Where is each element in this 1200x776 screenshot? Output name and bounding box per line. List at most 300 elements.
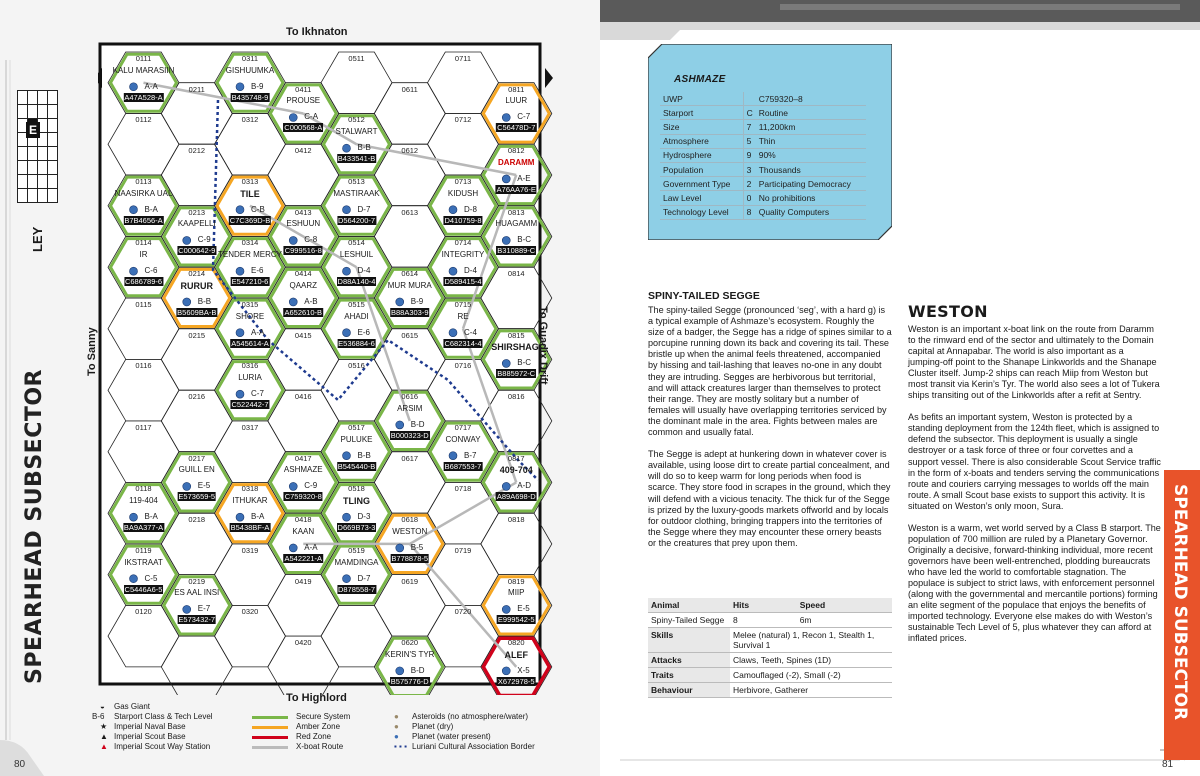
hex-id: 0114 [135, 238, 152, 248]
stat-row [648, 628, 892, 653]
dir-left: To Sanny [86, 327, 98, 376]
uwp-cell: Population [660, 162, 743, 176]
starport-tech: B-D [410, 665, 425, 675]
hex-id: 0818 [507, 515, 525, 525]
uwp-row [660, 177, 866, 191]
hex-id: 0718 [454, 484, 472, 494]
world-name: RE [457, 311, 469, 321]
world-name: KERIN'S TYR [385, 649, 435, 659]
hex-id: 0716 [454, 361, 472, 371]
world-name: PULUKE [340, 434, 373, 444]
world-name: KALU MARASIIN [112, 65, 175, 75]
top-banner [600, 0, 1200, 40]
legend-symbol-icon: ● [394, 732, 399, 741]
hex-id: 0218 [188, 515, 206, 525]
planet-icon [396, 421, 404, 429]
uwp-row [660, 205, 866, 219]
hex-id: 0516 [348, 361, 365, 371]
planet-icon [183, 298, 191, 306]
uwp-row [660, 92, 866, 106]
weston-paragraph-2: As befits an important system, Weston is protected by a standing deployment from the 124th fleet, which is assigned to defend the subsector. This deployment is usually a single destroyer or a task force of three or four corvettes and a support vessel. There is also considerable Scout Service traffic in the form of x-boats and tenders serving the communications route and couriers carrying messages to worlds off the main route. A small Scout base exists to support this activity. It is situated on Weston’s only moon, Sura. [908, 412, 1161, 511]
uwp-cell: Quality Computers [756, 205, 866, 219]
planet-icon [502, 113, 510, 121]
ashmaze-title: ASHMAZE [674, 74, 726, 85]
hex-id: 0519 [348, 545, 365, 555]
world-uwp: D564200-7 [337, 215, 376, 225]
world-name: KAAN [292, 526, 315, 536]
world-name: MASTIRAAK [333, 188, 380, 198]
starport-tech: C-7 [517, 112, 531, 122]
world-uwp: C5446A6-5 [124, 584, 163, 594]
legend-item: Imperial Naval Base [114, 722, 186, 731]
stat-value: Camouflaged (-2), Small (-2) [730, 668, 892, 683]
hex-id: 0613 [401, 207, 419, 217]
hex-id: 0413 [294, 207, 312, 217]
hex-id: 0511 [348, 54, 365, 63]
world-uwp: BA9A377-A [123, 523, 164, 533]
subsector-grid-cell [47, 188, 58, 203]
world-uwp: C7C369D-B [229, 215, 271, 225]
starport-tech: C-B [251, 204, 265, 214]
world-uwp: B778878-5 [391, 553, 429, 563]
hex-id: 0314 [241, 238, 259, 248]
legend-item: Planet (dry) [412, 722, 454, 731]
world-uwp: C999516-8 [284, 246, 322, 256]
hex-id: 0518 [348, 484, 365, 494]
planet-icon [236, 83, 244, 91]
planet-icon [449, 267, 457, 275]
uwp-cell: Government Type [660, 177, 743, 191]
starport-tech: A-A [144, 81, 158, 91]
hex-id: 0817 [507, 453, 525, 463]
subsector-side-label [16, 369, 56, 690]
starport-tech: C-9 [197, 235, 211, 245]
uwp-cell: 9 [743, 148, 756, 162]
world-name: STALWART [335, 127, 378, 137]
hex-id: 0812 [507, 146, 525, 156]
world-uwp: D669B73-3 [337, 523, 376, 533]
hex-id: 0715 [454, 299, 472, 309]
legend-symbol-icon: ▲ [100, 732, 108, 741]
world-uwp: C56478D-7 [497, 123, 536, 133]
starport-tech: B-9 [410, 296, 424, 306]
planet-icon [130, 513, 138, 521]
world-uwp: A47A528-A [124, 92, 163, 102]
stat-key: Behaviour [648, 683, 730, 698]
world-uwp: E536884-6 [338, 338, 375, 348]
starport-tech: C-7 [251, 389, 264, 399]
hex-id: 0315 [241, 299, 259, 309]
subsector-grid-cell [47, 90, 58, 105]
uwp-cell: Hydrosphere [660, 148, 743, 162]
hex-id: 0414 [294, 269, 312, 279]
world-uwp: B7B4656-A [124, 215, 163, 225]
starport-tech: C-6 [144, 266, 158, 276]
hex-id: 0418 [294, 515, 312, 525]
planet-icon [289, 482, 297, 490]
hex-id: 0515 [348, 299, 365, 309]
legend-item: Secure System [296, 712, 351, 721]
world-uwp: A76AA76-E [496, 184, 536, 194]
uwp-cell: 8 [743, 205, 756, 219]
hex-id: 0717 [454, 422, 472, 432]
subsector-title-left: SPEARHEAD SUBSECTOR [22, 369, 47, 684]
legend-item: Red Zone [296, 732, 332, 741]
uwp-cell: Thin [756, 134, 866, 148]
planet-icon [502, 605, 510, 613]
legend-line-swatch [252, 716, 288, 719]
uwp-cell: 11,200km [756, 120, 866, 134]
hex-id: 0415 [294, 330, 312, 340]
legend-symbol-icon: ● [394, 722, 399, 731]
world-name: GISHUUMKA [225, 65, 275, 75]
world-uwp: C000642-9 [178, 246, 216, 256]
hex-id: 0711 [454, 54, 472, 63]
world-name: KAAPELLI [177, 219, 216, 229]
map-legend [92, 702, 592, 772]
planet-icon [396, 667, 404, 675]
segge-text [648, 305, 892, 560]
stat-row [648, 668, 892, 683]
hex-id: 0611 [401, 84, 418, 94]
uwp-cell: Routine [756, 106, 866, 120]
world-uwp: C522442-7 [231, 400, 269, 410]
world-uwp: B545440-B [337, 461, 376, 471]
stat-hits: 8 [730, 613, 797, 628]
hex-id: 0614 [401, 269, 419, 279]
hex-id: 0811 [508, 84, 525, 94]
starport-tech: E-6 [251, 266, 264, 276]
world-name: SHIRSHAGI [491, 342, 542, 353]
planet-icon [130, 267, 138, 275]
planet-icon [396, 544, 404, 552]
legend-item: Starport Class & Tech Level [114, 712, 213, 721]
starport-tech: C-4 [464, 327, 477, 337]
subsector-grid [17, 90, 57, 210]
hex-id: 0420 [294, 638, 312, 648]
hex-id: 0513 [348, 176, 365, 186]
planet-icon [502, 667, 510, 675]
legend-sc-sample: B-6 [92, 712, 105, 721]
starport-tech: A-D [517, 481, 532, 491]
uwp-row [660, 162, 866, 176]
subsector-grid-cell [47, 104, 58, 119]
legend-item: Imperial Scout Base [114, 732, 186, 741]
world-name: LESHUIL [339, 250, 374, 260]
world-name: ASHMAZE [283, 465, 323, 475]
planet-icon [236, 329, 244, 337]
uwp-row [660, 106, 866, 120]
planet-icon [183, 482, 191, 490]
hex-id: 0318 [241, 484, 259, 494]
planet-icon [502, 175, 510, 183]
weston-paragraph-1: Weston is an important x-boat link on the route from Daramm to the rimward end of the sector and ultimately to the Domain capital at Annapabar. The world is also important as a jumping-off point to the Shanape Linkworlds and the Shanape Cluster itself. Jump-2 ships can reach Miip from Weston but most transit via Kerin’s Tyr. The world also sees a lot of Tukera ships transiting out of the Linkworlds after a refit at Sentry. [908, 324, 1160, 401]
hex-id: 0411 [295, 84, 312, 94]
segge-heading: SPINY-TAILED SEGGE [648, 290, 760, 302]
planet-icon [289, 236, 297, 244]
world-name: TENDER MERCY [217, 250, 283, 260]
stat-animal: Spiny-Tailed Segge [648, 613, 730, 628]
world-uwp: D589415-4 [444, 277, 482, 287]
starport-tech: D-4 [464, 266, 477, 276]
hex-id: 0714 [454, 238, 472, 248]
planet-icon [130, 206, 138, 214]
hex-id: 0816 [507, 392, 525, 402]
hex-id: 0111 [135, 54, 152, 63]
uwp-cell: 0 [743, 191, 756, 205]
hex-id: 0712 [454, 115, 472, 125]
stat-value: Herbivore, Gatherer [730, 683, 892, 698]
world-uwp: D88A140-4 [337, 277, 376, 287]
subsector-map [98, 40, 553, 695]
legend-line-swatch [252, 736, 288, 739]
world-name: PROUSE [286, 96, 321, 106]
ley-label: LEY [30, 226, 45, 252]
hex-id: 0119 [135, 545, 152, 555]
uwp-cell: 2 [743, 177, 756, 191]
subsector-grid-cell [47, 132, 58, 147]
planet-icon [449, 206, 457, 214]
world-name: IKSTRAAT [124, 557, 163, 567]
world-uwp: B310889-C [497, 246, 536, 256]
uwp-row [660, 191, 866, 205]
world-name: QAARZ [289, 280, 318, 290]
starport-tech: B-7 [464, 450, 477, 460]
right-page [600, 0, 1200, 776]
dir-right: To Guadix Drift [537, 306, 549, 385]
planet-icon [343, 575, 351, 583]
world-name: HUAGAMM [495, 219, 538, 229]
world-name: LUUR [505, 96, 528, 106]
stat-key: Skills [648, 628, 730, 653]
world-name: MUR MURA [387, 280, 432, 290]
hex-id: 0316 [241, 361, 259, 371]
starport-tech: C-8 [304, 235, 318, 245]
planet-icon [236, 206, 244, 214]
legend-line-swatch [252, 746, 288, 749]
hex-id: 0820 [507, 638, 525, 648]
weston-text [908, 324, 1161, 655]
hex-id: 0815 [507, 330, 525, 340]
world-name: RURUR [180, 280, 213, 291]
world-uwp: B687553-7 [444, 461, 482, 471]
legend-item: Planet (water present) [412, 732, 491, 741]
hex-id: 0512 [348, 115, 365, 125]
world-uwp: B433541-B [337, 154, 376, 164]
planet-icon [289, 113, 297, 121]
planet-icon [343, 513, 351, 521]
planet-icon [289, 298, 297, 306]
map-arrow [545, 68, 553, 88]
world-uwp: E573432-7 [178, 615, 216, 625]
legend-symbol-icon: ◒ [100, 702, 105, 711]
world-name: SHORE [235, 311, 265, 321]
subsector-grid-cell [47, 174, 58, 189]
world-name: AHADI [344, 311, 369, 321]
uwp-cell: Size [660, 120, 743, 134]
starport-tech: E-7 [197, 604, 211, 614]
planet-icon [130, 83, 138, 91]
planet-icon [396, 298, 404, 306]
world-name: 119-404 [129, 496, 158, 506]
world-name: TILE [240, 188, 260, 199]
world-name: CONWAY [445, 434, 481, 444]
hex-id: 0612 [401, 146, 419, 156]
world-uwp: B000323-D [390, 430, 429, 440]
hex-id: 0312 [241, 115, 259, 125]
uwp-cell: Technology Level [660, 205, 743, 219]
uwp-row [660, 120, 866, 134]
starport-tech: E-6 [357, 327, 370, 337]
world-name: WESTON [392, 526, 428, 536]
world-uwp: A89A698-D [496, 492, 536, 502]
uwp-cell: Thousands [756, 162, 866, 176]
hex-id: 0814 [507, 269, 525, 279]
world-uwp: D878558-7 [337, 584, 376, 594]
hex-id: 0416 [294, 392, 312, 402]
hex-id: 0617 [401, 453, 419, 463]
planet-icon [343, 329, 351, 337]
uwp-cell: C759320–8 [756, 92, 866, 106]
planet-icon [343, 452, 351, 460]
legend-symbol-icon: ▪ ▪ ▪ [394, 742, 407, 751]
legend-item: X-boat Route [296, 742, 344, 751]
legend-symbol-icon: ▲ [100, 742, 108, 751]
page-number-left: 80 [14, 759, 26, 770]
segge-stat-table [648, 598, 892, 698]
hex-id: 0514 [348, 238, 365, 248]
planet-icon [343, 206, 351, 214]
hex-id: 0412 [294, 146, 312, 156]
world-name: TLING [343, 496, 370, 507]
hex-id: 0417 [294, 453, 312, 463]
legend-item: Gas Giant [114, 702, 151, 711]
world-name: DARAMM [498, 157, 535, 167]
world-uwp: E573659-5 [178, 492, 216, 502]
world-name: MIIP [508, 588, 525, 598]
hex-id: 0517 [348, 422, 365, 432]
starport-tech: B-B [197, 296, 212, 306]
segge-paragraph-2: The Segge is adept at hunkering down in whatever cover is available, using loose dirt to create partial concealment, and will do so to keep warm for long periods when food is scarce. They store food in scrapes in the ground, which they will defend with a vicious tenacity. The thick fur of the Segge is prized by the luxury-goods markets offworld and by locals for outdoor clothing, bringing trappers into the territories of the Segge where they may encounter these ornery beasts or the creatures that prey upon them. [648, 449, 891, 548]
planet-icon [343, 267, 351, 275]
starport-tech: B-A [144, 512, 158, 522]
world-name: ARSIM [397, 403, 423, 413]
world-uwp: A652610-B [284, 307, 323, 317]
legend-symbol-icon: ★ [100, 722, 108, 731]
uwp-cell: UWP [660, 92, 743, 106]
dir-top: To Ikhnaton [286, 26, 348, 38]
sector-name [22, 222, 52, 262]
starport-tech: B-9 [251, 81, 264, 91]
stat-head-hits: Hits [730, 598, 797, 613]
hex-id: 0116 [135, 361, 152, 371]
world-uwp: C682314-4 [444, 338, 482, 348]
uwp-cell: 3 [743, 162, 756, 176]
starport-tech: B-C [517, 235, 532, 245]
starport-tech: D-4 [357, 266, 371, 276]
legend-item: Luriani Cultural Association Border [412, 742, 535, 751]
starport-tech: B-C [517, 358, 532, 368]
planet-icon [449, 452, 457, 460]
stat-head-speed: Speed [797, 598, 892, 613]
world-uwp: A545614-A [231, 338, 269, 348]
stat-speed: 6m [797, 613, 892, 628]
uwp-cell: 90% [756, 148, 866, 162]
stat-row [648, 653, 892, 668]
uwp-table [660, 92, 866, 220]
hex-id: 0419 [294, 576, 312, 586]
world-uwp: C000568-A [284, 123, 323, 133]
weston-paragraph-3: Weston is a warm, wet world served by a Class B starport. The population of 700 million are ruled by a Planetary Governor. Originally a decisive, forward-thinking individual, more recent governors have been well-entrenched, plodding bureaucrats who have led the world to comfortable stagnation. The populace is subject to strict laws, with enforcement personnel (along with the governmental and mercantile portions) forming an elite segment of the populace that enjoys the benefits of imported technology. Everyone else makes do with Weston’s sustainable Tech Level of 5, plus whatever they can afford at inflated prices. [908, 522, 1161, 644]
starport-tech: B-B [357, 143, 371, 153]
weston-heading: WESTON [908, 302, 988, 321]
hex-id: 0112 [135, 115, 152, 125]
world-name: 409-704 [499, 465, 533, 476]
uwp-cell: Atmosphere [660, 134, 743, 148]
hex-id: 0819 [507, 576, 525, 586]
starport-tech: C-A [304, 112, 319, 122]
page-number-right: 81 [1162, 759, 1174, 770]
starport-tech: B-A [251, 512, 265, 522]
world-uwp: B88A303-9 [390, 307, 429, 317]
hex-id: 0713 [454, 176, 472, 186]
subsector-tab-label: SPEARHEAD SUBSECTOR [1170, 484, 1190, 721]
world-uwp: B5438BF-A [230, 523, 270, 533]
world-name: ALEF [504, 649, 528, 660]
subsector-grid-cell [47, 160, 58, 175]
world-uwp: B575776-D [390, 676, 429, 686]
hex-id: 0320 [241, 607, 259, 617]
stat-row [648, 683, 892, 698]
uwp-cell: Starport [660, 106, 743, 120]
hex-id: 0215 [188, 330, 206, 340]
hex-id: 0719 [454, 545, 472, 555]
planet-icon [502, 236, 510, 244]
uwp-row [660, 134, 866, 148]
ashmaze-uwp-box [648, 44, 892, 240]
world-uwp: C686789-6 [124, 277, 163, 287]
hex-id: 0214 [188, 269, 206, 279]
starport-tech: A-E [517, 173, 531, 183]
starport-tech: C-9 [304, 481, 318, 491]
starport-tech: B-D [410, 419, 425, 429]
planet-icon [236, 513, 244, 521]
hex-id: 0311 [241, 54, 259, 63]
hex-id: 0720 [454, 607, 472, 617]
segge-paragraph-1: The spiny-tailed Segge (pronounced ‘seg’, with a hard g) is a typical example of Ashmaze’s ecosystem. Roughly the size of a badger, the Segge has a ridge of spines similar to a porcupine running down its back and covering its tail. These bristle up when the animal feels threatened, accompanied by hissing and tail-lashing that leaves no-one in any doubt they are intruding. Segges are herbivorous but territorial, and will attack creatures larger than themselves to protect their range. They are mostly solitary but a number of females will usually have overlapping territories serviced by the dominant male in the area. Fights between males are common and usually fatal. [648, 305, 892, 438]
uwp-cell [743, 92, 756, 106]
planet-icon [449, 329, 457, 337]
world-uwp: D410759-8 [444, 215, 482, 225]
starport-tech: A-A [251, 327, 265, 337]
uwp-row [660, 148, 866, 162]
starport-tech: A-B [304, 296, 318, 306]
planet-icon [183, 236, 191, 244]
hex-id: 0115 [135, 299, 152, 309]
world-name: ESHUUN [286, 219, 321, 229]
world-name: ITHUKAR [232, 496, 268, 506]
world-uwp: X672978-5 [497, 676, 535, 686]
hex-id: 0213 [188, 207, 206, 217]
hex-id: 0618 [401, 515, 419, 525]
starport-tech: C-5 [144, 573, 158, 583]
hex-id: 0120 [135, 607, 152, 617]
hex-id: 0619 [401, 576, 419, 586]
planet-icon [502, 482, 510, 490]
hex-id: 0216 [188, 392, 206, 402]
legend-symbol-icon: ● [394, 712, 399, 721]
hex-id: 0219 [188, 576, 206, 586]
